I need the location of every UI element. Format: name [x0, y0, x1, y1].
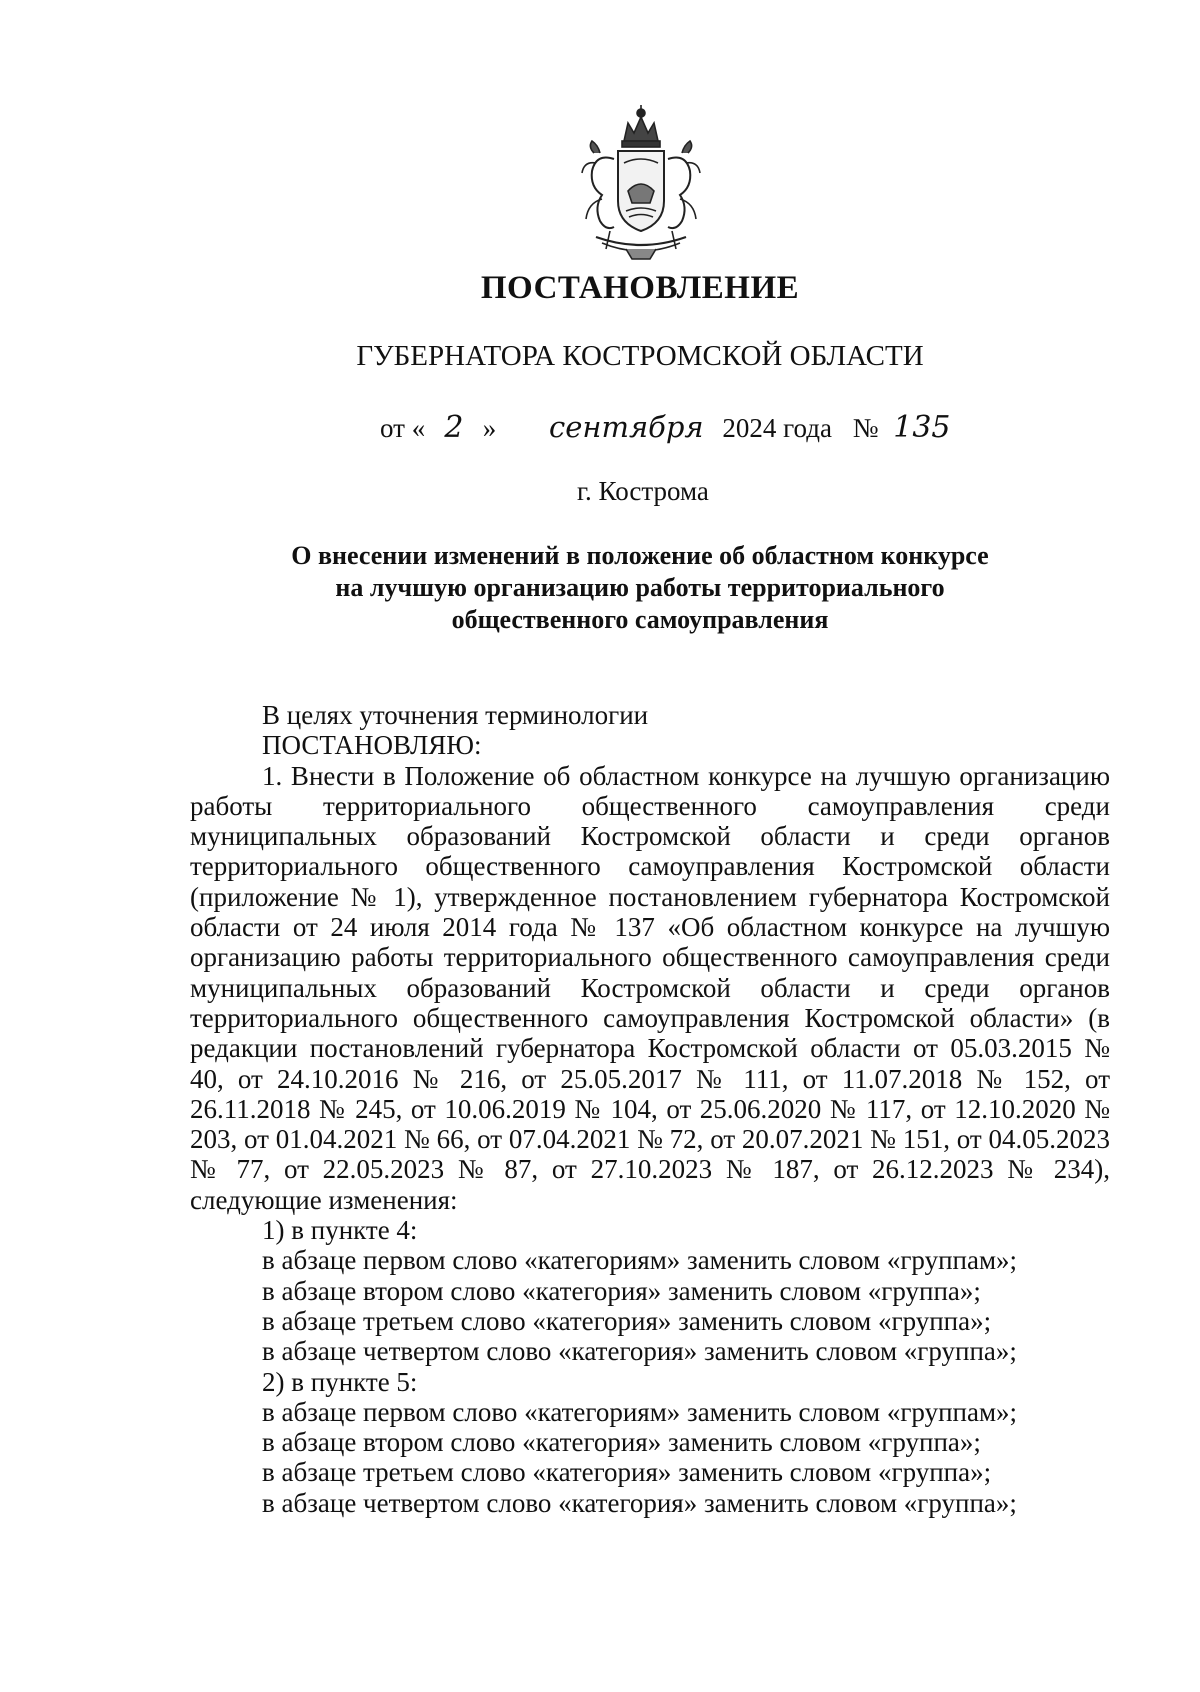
subject-line-3: общественного самоуправления: [451, 605, 829, 634]
resolve-heading: ПОСТАНОВЛЯЮ:: [262, 730, 482, 761]
subitem-1-heading: 1) в пункте 4:: [262, 1215, 418, 1246]
document-type-title: ПОСТАНОВЛЕНИЕ: [480, 270, 800, 306]
handwritten-number: 135: [893, 410, 951, 445]
date-prefix: от «: [380, 413, 426, 443]
subject-line-2: на лучшую организацию работы территориального: [335, 573, 945, 602]
document-body: [190, 700, 1110, 1518]
subitem-2-line: в абзаце втором слово «категория» заменить словом «группа»;: [262, 1427, 981, 1458]
subject-line-1: О внесении изменений в положение об областном конкурсе: [291, 541, 989, 570]
subitem-1-line: в абзаце третьем слово «категория» заменить словом «группа»;: [262, 1305, 992, 1336]
subitem-1-line: в абзаце втором слово «категория» заменить словом «группа»;: [262, 1275, 981, 1306]
subitem-2-heading: 2) в пункте 5:: [262, 1366, 418, 1397]
date-close-quote: »: [482, 413, 497, 443]
document-subject: [40, 540, 1200, 636]
handwritten-day: 2: [444, 410, 464, 445]
date-year: 2024 года: [722, 413, 832, 443]
subitem-2-line: в абзаце третьем слово «категория» заменить словом «группа»;: [262, 1457, 992, 1488]
item-1-paragraph: 1. Внести в Положение об областном конкурсе на лучшую организацию работы территориального общественного самоуправления среди муниципальных образований Костромской области и среди органов территориального общественного самоуправления Костромской области (приложение № 1), утвержденное постановлением губернатора Костромской области от 24 июля 2014 года № 137 «Об областном конкурсе на лучшую организацию работы территориального общественного самоуправления среди муниципальных образований Костромской области и среди органов территориального общественного самоуправления Костромской области» (в редакции постановлений губернатора Костромской области от 05.03.2015 № 40, от 24.10.2016 № 216, от 25.05.2017 № 111, от 11.07.2018 № 152, от 26.11.2018 № 245, от 10.06.2019 № 104, от 25.06.2020 № 117, от 12.10.2020 № 203, от 01.04.2021 № 66, от 07.04.2021 № 72, от 20.07.2021 № 151, от 04.05.2023 № 77, от 22.05.2023 № 87, от 27.10.2023 № 187, от 26.12.2023 № 234), следующие изменения:: [190, 760, 1110, 1215]
subitem-2-line: в абзаце четвертом слово «категория» заменить словом «группа»;: [262, 1487, 1017, 1518]
issuer-title: ГУБЕРНАТОРА КОСТРОМСКОЙ ОБЛАСТИ: [356, 340, 924, 372]
subitem-1-line: в абзаце первом слово «категориям» заменить словом «группам»;: [262, 1245, 1018, 1276]
number-sign: №: [852, 413, 879, 443]
coat-of-arms-emblem: [566, 103, 716, 263]
date-line: [380, 410, 951, 445]
handwritten-month: сентября: [548, 410, 704, 444]
subitem-2-line: в абзаце первом слово «категориям» заменить словом «группам»;: [262, 1396, 1018, 1427]
subitem-1-line: в абзаце четвертом слово «категория» заменить словом «группа»;: [262, 1336, 1017, 1367]
intro-paragraph: В целях уточнения терминологии: [262, 700, 649, 730]
city-name: г. Кострома: [577, 476, 709, 506]
